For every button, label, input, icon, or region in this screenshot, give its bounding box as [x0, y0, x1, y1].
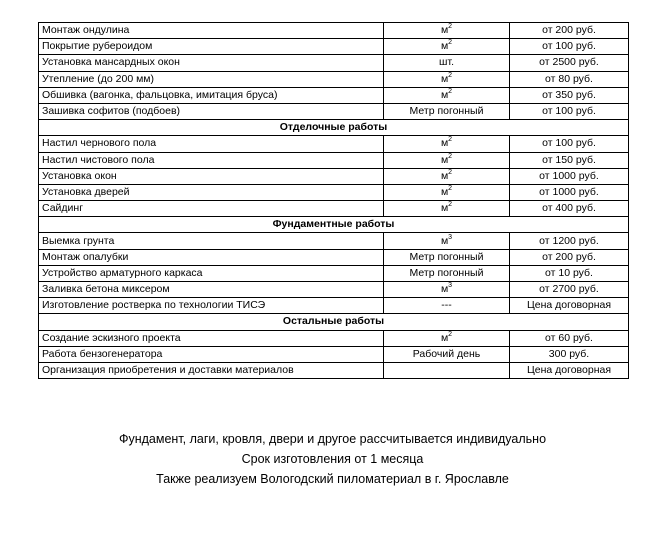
table-row	[39, 330, 629, 346]
unit-text: м	[440, 169, 449, 182]
unit-cell	[384, 39, 510, 55]
unit-exponent: 2	[448, 71, 453, 79]
work-name-cell: Обшивка (вагонка, фальцовка, имитация бруса)	[39, 87, 384, 103]
unit-exponent: 2	[448, 152, 453, 160]
work-name-cell: Установка мансардных окон	[39, 55, 384, 71]
table-row	[39, 265, 629, 281]
table-row	[39, 362, 629, 378]
price-cell: от 200 руб.	[510, 249, 629, 265]
price-cell: от 80 руб.	[510, 71, 629, 87]
unit-cell	[384, 362, 510, 378]
table-row	[39, 233, 629, 249]
unit-text: м	[440, 283, 449, 296]
unit-text: м	[440, 185, 449, 198]
work-name-cell: Утепление (до 200 мм)	[39, 71, 384, 87]
price-cell: от 200 руб.	[510, 23, 629, 39]
work-name-cell: Зашивка софитов (подбоев)	[39, 103, 384, 119]
unit-text: м	[440, 234, 449, 247]
table-row	[39, 71, 629, 87]
price-cell: от 2700 руб.	[510, 282, 629, 298]
price-cell: от 100 руб.	[510, 103, 629, 119]
unit-cell	[384, 330, 510, 346]
unit-text: м	[440, 24, 449, 37]
unit-exponent: 3	[448, 233, 453, 241]
unit-exponent: 2	[448, 330, 453, 338]
work-name-cell: Настил чистового пола	[39, 152, 384, 168]
table-row	[39, 103, 629, 119]
unit-cell	[384, 136, 510, 152]
price-table	[38, 22, 629, 379]
work-name-cell: Монтаж опалубки	[39, 249, 384, 265]
unit-exponent: 2	[448, 201, 453, 209]
unit-text: м	[440, 40, 449, 53]
table-row	[39, 282, 629, 298]
work-name-cell: Заливка бетона миксером	[39, 282, 384, 298]
unit-cell	[384, 168, 510, 184]
price-cell: от 60 руб.	[510, 330, 629, 346]
unit-text: Метр погонный	[409, 105, 484, 118]
unit-cell	[384, 55, 510, 71]
price-cell: Цена договорная	[510, 298, 629, 314]
price-cell: 300 руб.	[510, 346, 629, 362]
price-cell: от 400 руб.	[510, 201, 629, 217]
table-row	[39, 152, 629, 168]
unit-cell	[384, 23, 510, 39]
unit-text: ---	[441, 299, 452, 312]
unit-exponent: 2	[448, 87, 453, 95]
footer-note-lead-time: Срок изготовления от 1 месяца	[241, 452, 424, 466]
price-cell: Цена договорная	[510, 362, 629, 378]
footer-note-individual: Фундамент, лаги, кровля, двери и другое рассчитывается индивидуально	[118, 432, 547, 446]
unit-cell	[384, 87, 510, 103]
unit-text: м	[440, 137, 449, 150]
section-title: Отделочные работы	[39, 120, 629, 136]
price-cell: от 1200 руб.	[510, 233, 629, 249]
unit-text: м	[440, 88, 449, 101]
work-name-cell: Настил чернового пола	[39, 136, 384, 152]
table-row	[39, 168, 629, 184]
work-name-cell: Сайдинг	[39, 201, 384, 217]
table-row	[39, 136, 629, 152]
work-name-cell: Организация приобретения и доставки материалов	[39, 362, 384, 378]
price-cell: от 2500 руб.	[510, 55, 629, 71]
price-cell: от 100 руб.	[510, 39, 629, 55]
work-name-cell: Изготовление ростверка по технологии ТИСЭ	[39, 298, 384, 314]
work-name-cell: Выемка грунта	[39, 233, 384, 249]
unit-text: шт.	[439, 56, 454, 69]
table-row	[39, 184, 629, 200]
unit-cell	[384, 184, 510, 200]
unit-exponent: 2	[448, 184, 453, 192]
work-name-cell: Монтаж ондулина	[39, 23, 384, 39]
unit-exponent: 3	[448, 282, 453, 290]
unit-text: Рабочий день	[412, 347, 481, 360]
table-row	[39, 201, 629, 217]
unit-cell	[384, 265, 510, 281]
work-name-cell: Установка окон	[39, 168, 384, 184]
unit-text: м	[440, 202, 449, 215]
unit-cell	[384, 346, 510, 362]
table-row	[39, 23, 629, 39]
footer-note-lumber: Также реализуем Вологодский пиломатериал в г. Ярославле	[156, 472, 509, 486]
unit-cell	[384, 152, 510, 168]
section-title: Фундаментные работы	[39, 217, 629, 233]
table-row	[39, 249, 629, 265]
unit-text: Метр погонный	[409, 266, 484, 279]
section-header-row	[39, 120, 629, 136]
unit-text: м	[440, 153, 449, 166]
section-title: Остальные работы	[39, 314, 629, 330]
unit-text: м	[440, 331, 449, 344]
unit-cell	[384, 233, 510, 249]
unit-cell	[384, 103, 510, 119]
unit-cell	[384, 201, 510, 217]
price-cell: от 10 руб.	[510, 265, 629, 281]
unit-exponent: 2	[448, 39, 453, 47]
table-row	[39, 346, 629, 362]
section-header-row	[39, 217, 629, 233]
unit-exponent: 2	[448, 168, 453, 176]
unit-cell	[384, 282, 510, 298]
table-row	[39, 298, 629, 314]
unit-text: Метр погонный	[409, 250, 484, 263]
price-cell: от 150 руб.	[510, 152, 629, 168]
price-cell: от 350 руб.	[510, 87, 629, 103]
table-row	[39, 55, 629, 71]
work-name-cell: Создание эскизного проекта	[39, 330, 384, 346]
unit-exponent: 2	[448, 136, 453, 144]
unit-text: м	[440, 72, 449, 85]
unit-cell	[384, 71, 510, 87]
table-row	[39, 39, 629, 55]
unit-cell	[384, 249, 510, 265]
work-name-cell: Работа бензогенератора	[39, 346, 384, 362]
unit-exponent: 2	[448, 23, 453, 31]
work-name-cell: Установка дверей	[39, 184, 384, 200]
unit-cell	[384, 298, 510, 314]
price-cell: от 1000 руб.	[510, 168, 629, 184]
price-cell: от 100 руб.	[510, 136, 629, 152]
price-cell: от 1000 руб.	[510, 184, 629, 200]
work-name-cell: Покрытие рубероидом	[39, 39, 384, 55]
price-table-body	[39, 23, 629, 379]
section-header-row	[39, 314, 629, 330]
table-row	[39, 87, 629, 103]
work-name-cell: Устройство арматурного каркаса	[39, 265, 384, 281]
